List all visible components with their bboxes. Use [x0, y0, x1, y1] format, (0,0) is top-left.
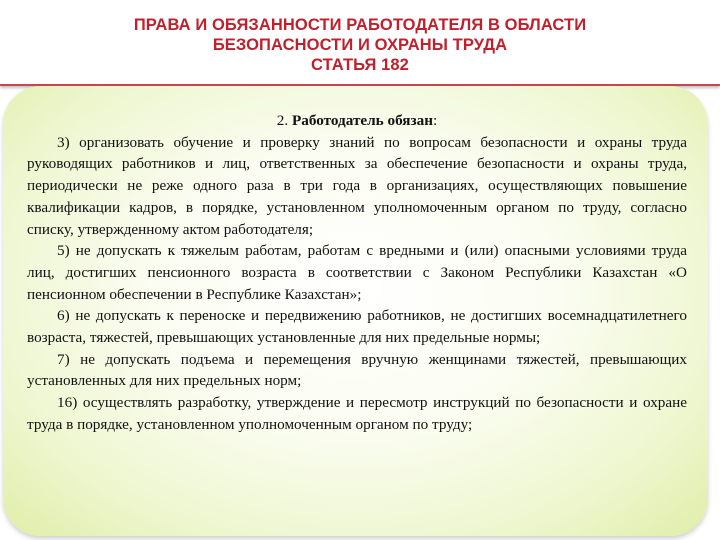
heading-number: 2.: [276, 112, 292, 129]
title-line-3: СТАТЬЯ 182: [311, 56, 409, 74]
heading-bold: Работодатель обязан: [291, 112, 433, 129]
item-5: 5) не допускать к тяжелым работам, работам с вредными и (или) опасными условиями труда лиц, достигших пенсионного возраста в соответствии с Законом Республики Казахстан «О пенсионном обеспечении в Республике Казахстан»;: [27, 242, 687, 303]
obligations-heading: [27, 110, 687, 132]
title-box: [0, 0, 720, 86]
title-line-1: ПРАВА И ОБЯЗАННОСТИ РАБОТОДАТЕЛЯ В ОБЛАСТИ: [133, 16, 587, 34]
item-16: 16) осуществлять разработку, утверждение и пересмотр инструкций по безопасности и охране труда в порядке, установленном уполномоченным органом по труду;: [27, 394, 687, 433]
item-3: 3) организовать обучение и проверку знаний по вопросам безопасности и охраны труда руководящих работников и лиц, ответственных за обеспечение безопасности и охраны труда, периодически не реже одного раза в три года в организациях, осуществляющих повышение квалификации кадров, в порядке, установленном уполномоченным органом по труду, согласно списку, утвержденному актом работодателя;: [27, 133, 687, 238]
title-line-2: БЕЗОПАСНОСТИ И ОХРАНЫ ТРУДА: [212, 36, 508, 54]
item-7: 7) не допускать подъема и перемещения вручную женщинами тяжестей, превышающих установленных для них предельных норм;: [27, 350, 687, 390]
article-text: [27, 110, 687, 436]
heading-colon: :: [432, 112, 438, 129]
item-6: 6) не допускать к переноске и передвижению работников, не достигших восемнадцатилетнего возраста, тяжестей, превышающих установленные для них предельные нормы;: [27, 307, 687, 347]
